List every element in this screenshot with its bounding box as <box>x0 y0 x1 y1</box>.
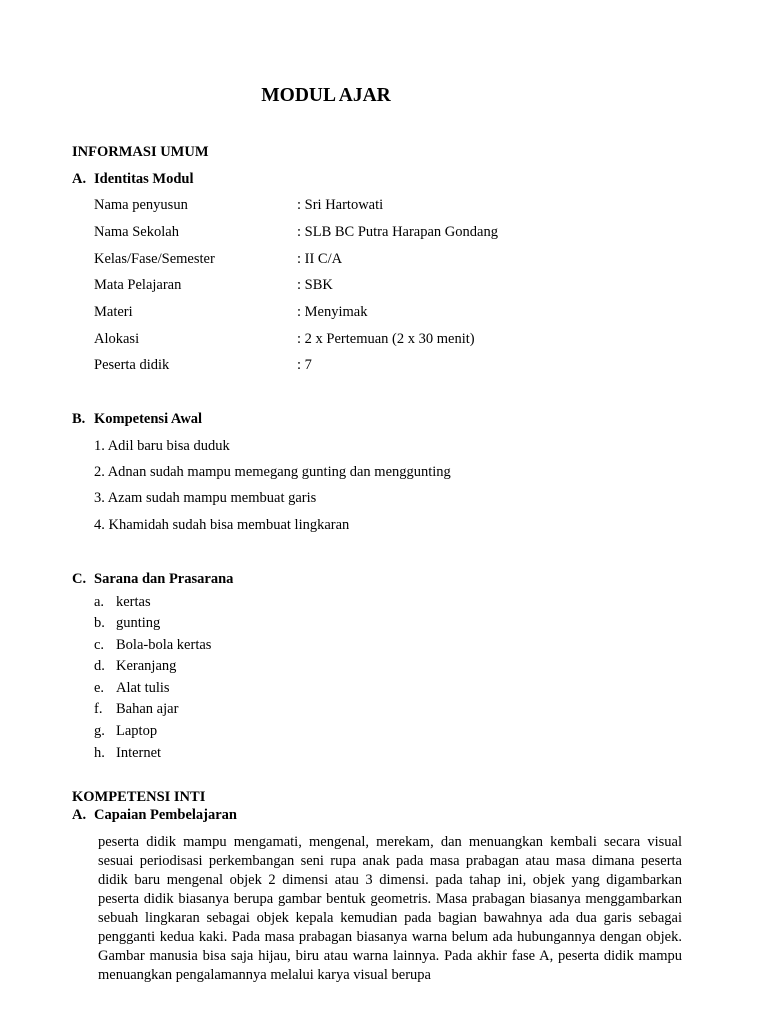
list-marker: b. <box>94 615 105 631</box>
list-text: Bahan ajar <box>116 701 179 717</box>
list-marker: f. <box>94 701 103 717</box>
sarana-item <box>94 658 176 675</box>
sarana-item <box>94 723 157 740</box>
sarana-item <box>94 615 160 632</box>
section-heading-informasi-umum: INFORMASI UMUM <box>72 144 209 160</box>
identity-value: : II C/A <box>297 251 343 267</box>
identity-value: : Sri Hartowati <box>297 197 384 213</box>
subheading-letter: A. <box>72 171 87 187</box>
list-marker: e. <box>94 680 105 696</box>
subheading-sarana-prasarana <box>72 571 233 588</box>
subheading-letter: C. <box>72 571 87 587</box>
sarana-item <box>94 701 178 718</box>
sarana-item <box>94 637 211 654</box>
identity-label: Peserta didik <box>94 357 170 373</box>
sarana-item <box>94 680 170 697</box>
subheading-letter: A. <box>72 807 87 823</box>
list-text: Alat tulis <box>116 680 170 696</box>
subheading-text: Identitas Modul <box>94 171 194 187</box>
identity-label: Nama penyusun <box>94 197 188 213</box>
subheading-text: Kompetensi Awal <box>94 411 203 427</box>
identity-label: Mata Pelajaran <box>94 277 182 293</box>
subheading-text: Capaian Pembelajaran <box>94 807 237 823</box>
document-title: MODUL AJAR <box>261 85 391 106</box>
identity-label: Alokasi <box>94 331 140 347</box>
sarana-item <box>94 745 161 762</box>
identity-value: : SBK <box>297 277 333 293</box>
identity-label: Materi <box>94 304 133 320</box>
subheading-identitas-modul <box>72 171 194 188</box>
list-text: Internet <box>116 745 162 761</box>
kompetensi-item: 1. Adil baru bisa duduk <box>94 438 230 454</box>
identity-value: : Menyimak <box>297 304 368 320</box>
capaian-paragraph: peserta didik mampu mengamati, mengenal, merekam, dan menuangkan kembali secara visual sesuai periodisasi perkembangan seni rupa anak pada masa prabagan atau masa dimana peserta didik baru mengenal objek 2 dimensi atau 3 dimensi. pada tahap ini, objek yang digambarkan peserta didik biasanya berupa gambar bentuk geometris. Masa prabagan biasanya menggambarkan sebuah lingkaran sebagai objek kepala kemudian pada bagian bawahnya ada dua garis sebagai pengganti kedua kaki. Pada masa prabagan biasanya warna belum ada hubungannya dengan objek. Gambar manusia bisa saja hijau, biru atau warna lainnya. Pada akhir fase A, peserta didik mampu menuangkan pengalamannya melalui karya visual berupa <box>98 834 682 983</box>
list-text: gunting <box>116 615 161 631</box>
list-text: Keranjang <box>116 658 177 674</box>
list-marker: a. <box>94 594 105 610</box>
list-marker: d. <box>94 658 105 674</box>
identity-label: Kelas/Fase/Semester <box>94 251 215 267</box>
identity-label: Nama Sekolah <box>94 224 179 240</box>
identity-value: : 2 x Pertemuan (2 x 30 menit) <box>297 331 475 347</box>
section-heading-kompetensi-inti: KOMPETENSI INTI <box>72 789 206 805</box>
list-text: Laptop <box>116 723 158 739</box>
sarana-item <box>94 594 151 611</box>
list-marker: c. <box>94 637 105 653</box>
list-text: kertas <box>116 594 151 610</box>
kompetensi-item: 3. Azam sudah mampu membuat garis <box>94 490 317 506</box>
kompetensi-item: 2. Adnan sudah mampu memegang gunting dan menggunting <box>94 464 451 480</box>
subheading-kompetensi-awal <box>72 411 202 428</box>
list-marker: g. <box>94 723 105 739</box>
list-marker: h. <box>94 745 105 761</box>
identity-value: : SLB BC Putra Harapan Gondang <box>297 224 498 240</box>
subheading-letter: B. <box>72 411 86 427</box>
kompetensi-item: 4. Khamidah sudah bisa membuat lingkaran <box>94 517 350 533</box>
identity-value: : 7 <box>297 357 312 373</box>
list-text: Bola-bola kertas <box>116 637 212 653</box>
subheading-text: Sarana dan Prasarana <box>94 571 234 587</box>
subheading-capaian-pembelajaran <box>72 807 237 824</box>
